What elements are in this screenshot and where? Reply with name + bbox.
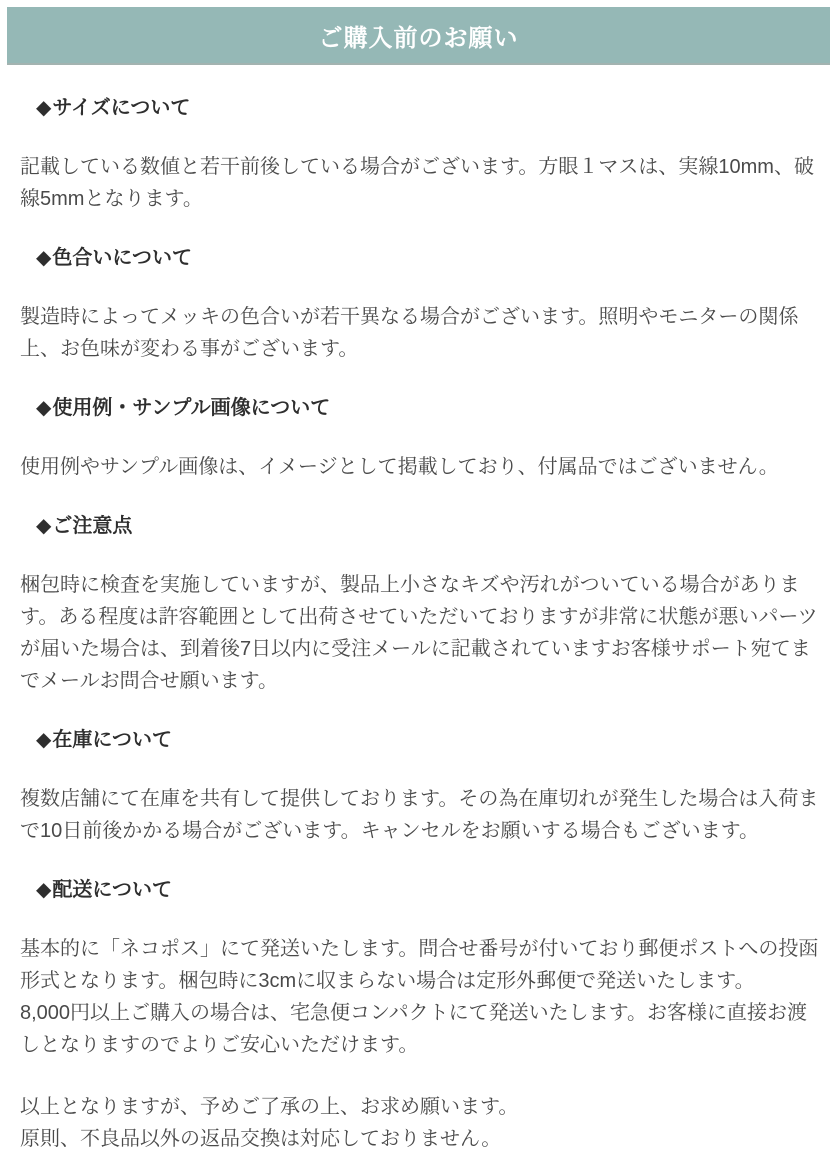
section-heading-text: サイズについて — [52, 97, 191, 119]
section-heading-text: 配送について — [52, 879, 172, 901]
section-heading — [36, 95, 820, 121]
diamond-bullet-icon: ◆ — [36, 879, 52, 901]
closing-note — [20, 1091, 820, 1155]
closing-line: 以上となりますが、予めご了承の上、お求め願います。 — [20, 1096, 519, 1118]
diamond-bullet-icon: ◆ — [36, 397, 52, 419]
section-paragraph: 記載している数値と若干前後している場合がございます。方眼１マスは、実線10mm、破線5mmとなります。 — [20, 156, 814, 210]
section-shipping — [20, 877, 820, 1061]
section-heading — [36, 395, 820, 421]
diamond-bullet-icon: ◆ — [36, 729, 52, 751]
diamond-bullet-icon: ◆ — [36, 97, 52, 119]
section-heading — [36, 727, 820, 753]
notice-content — [0, 95, 837, 1155]
section-paragraph: 梱包時に検査を実施していますが、製品上小さなキズや汚れがついている場合があります。ある程度は許容範囲として出荷させていただいておりますが非常に状態が悪いパーツが届いた場合は、到着後7日以内に受注メールに記載されていますお客様サポート宛てまでメールお問合せ願います。 — [20, 574, 818, 692]
section-heading — [36, 513, 820, 539]
diamond-bullet-icon: ◆ — [36, 515, 52, 537]
section-paragraph: 8,000円以上ご購入の場合は、宅急便コンパクトにて発送いたします。お客様に直接お渡しとなりますのでよりご安心いただけます。 — [20, 1002, 808, 1056]
purchase-notice-page — [0, 7, 837, 1155]
closing-line: 原則、不良品以外の返品交換は対応しておりません。 — [20, 1128, 502, 1150]
section-paragraph: 複数店舗にて在庫を共有して提供しております。その為在庫切れが発生した場合は入荷まで10日前後かかる場合がございます。キャンセルをお願いする場合もございます。 — [20, 788, 819, 842]
page-title-bar — [7, 7, 830, 65]
section-color — [20, 245, 820, 365]
section-size — [20, 95, 820, 215]
diamond-bullet-icon: ◆ — [36, 247, 52, 269]
section-paragraph: 使用例やサンプル画像は、イメージとして掲載しており、付属品ではございません。 — [20, 456, 779, 478]
section-heading — [36, 877, 820, 903]
section-heading-text: 在庫について — [52, 729, 172, 751]
section-heading-text: 使用例・サンプル画像について — [52, 397, 331, 419]
section-stock — [20, 727, 820, 847]
section-heading-text: ご注意点 — [52, 515, 133, 537]
section-paragraph: 基本的に「ネコポス」にて発送いたします。問合せ番号が付いており郵便ポストへの投函形式となります。梱包時に3cmに収まらない場合は定形外郵便で発送いたします。 — [20, 938, 819, 992]
section-heading — [36, 245, 820, 271]
section-paragraph: 製造時によってメッキの色合いが若干異なる場合がございます。照明やモニターの関係上、お色味が変わる事がございます。 — [20, 306, 799, 360]
section-caution — [20, 513, 820, 697]
page-title: ご購入前のお願い — [318, 24, 519, 52]
section-heading-text: 色合いについて — [52, 247, 192, 269]
section-sample-images — [20, 395, 820, 483]
